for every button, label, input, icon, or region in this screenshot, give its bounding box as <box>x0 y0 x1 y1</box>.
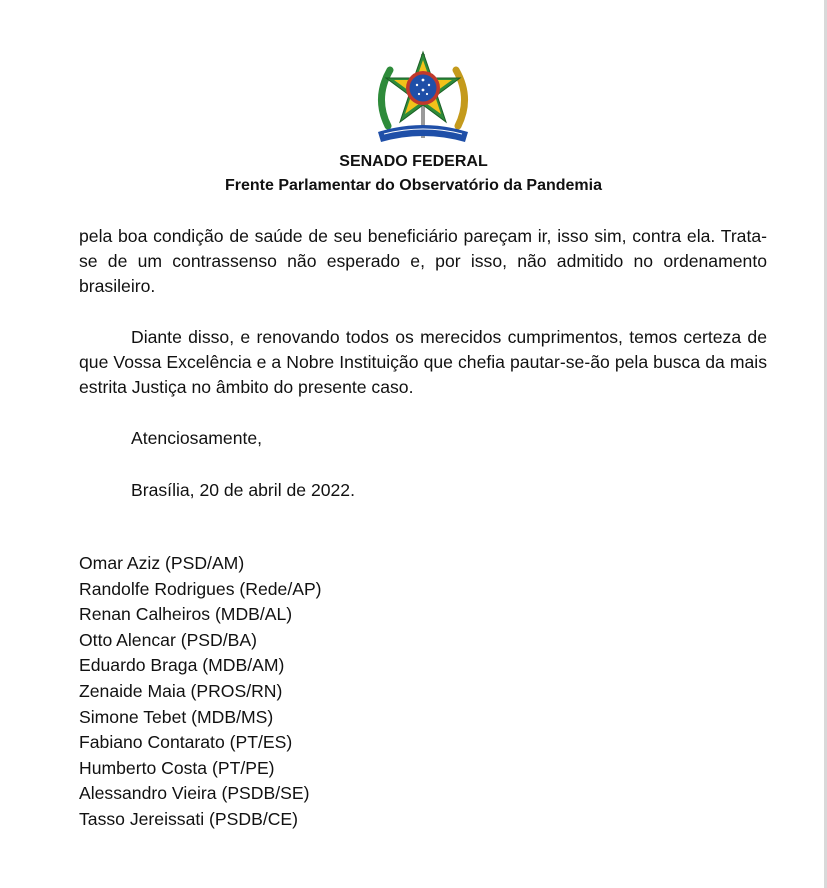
salutation: Atenciosamente, <box>131 428 263 448</box>
signatory: Omar Aziz (PSD/AM) <box>79 553 245 573</box>
signatory: Tasso Jereissati (PSDB/CE) <box>79 808 299 829</box>
document-title: SENADO FEDERAL <box>339 153 488 170</box>
body-paragraph: Diante disso, e renovando todos os merecidos cumprimentos, temos certeza de que Vossa Excelência e a Nobre Instituição que chefia pautar-se-ão pela busca da mais estrita Justiça no âmbito do presente caso. <box>79 327 767 397</box>
signatory: Otto Alencar (PSD/BA) <box>79 629 257 650</box>
signatory: Zenaide Maia (PROS/RN) <box>79 680 283 701</box>
signatory-list <box>79 551 322 833</box>
signatory: Eduardo Braga (MDB/AM) <box>79 655 285 676</box>
signatory: Alessandro Vieira (PSDB/SE) <box>79 783 310 804</box>
signatory: Humberto Costa (PT/PE) <box>79 757 275 778</box>
brazil-coat-of-arms-icon <box>370 48 476 148</box>
body-paragraph: pela boa condição de saúde de seu beneficiário pareçam ir, isso sim, contra ela. Trata-se de um contrassenso não esperado e, por isso, não admitido no ordenamento brasileiro. <box>79 226 767 296</box>
signatory: Simone Tebet (MDB/MS) <box>79 706 274 727</box>
signatory: Fabiano Contarato (PT/ES) <box>79 732 293 753</box>
document-subtitle: Frente Parlamentar do Observatório da Pandemia <box>224 177 602 194</box>
signatory: Renan Calheiros (MDB/AL) <box>79 604 293 625</box>
place-date: Brasília, 20 de abril de 2022. <box>131 480 355 500</box>
signatory: Randolfe Rodrigues (Rede/AP) <box>79 578 322 599</box>
